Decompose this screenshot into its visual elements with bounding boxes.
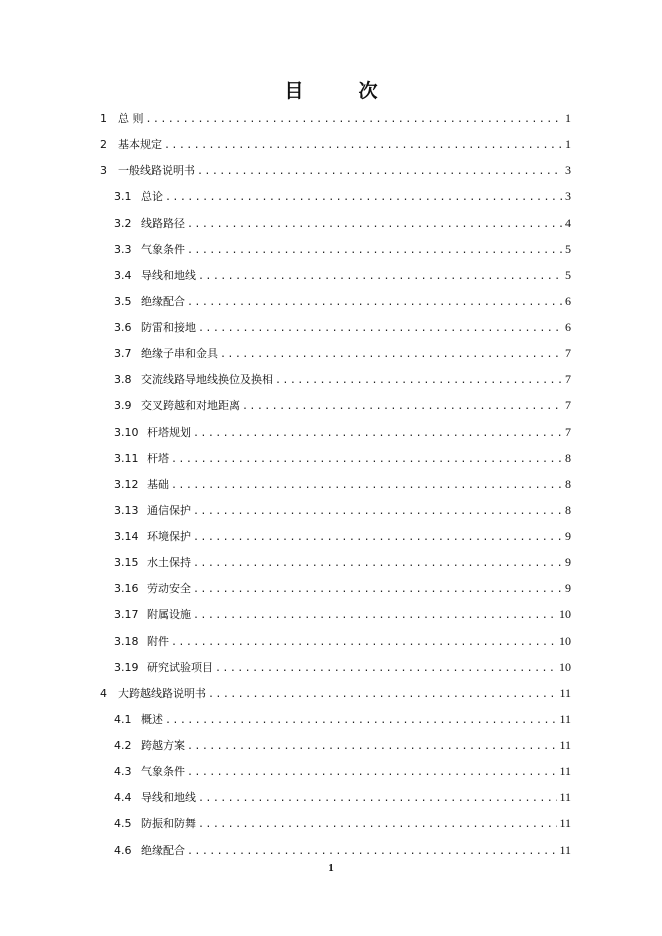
toc-entry-page: 9	[565, 581, 571, 596]
toc-entry-title: 跨越方案	[141, 739, 185, 752]
toc-entry[interactable]	[0, 522, 662, 548]
toc-entry[interactable]	[0, 496, 662, 522]
toc-entry-number: 3.18	[114, 634, 139, 648]
toc-leader-dots	[165, 191, 563, 205]
toc-entry-page: 11	[559, 738, 571, 752]
toc-entry[interactable]	[0, 444, 662, 470]
toc-leader-dots	[187, 766, 557, 780]
toc-entry-number: 3.15	[114, 556, 139, 570]
toc-entry-page: 8	[565, 450, 571, 465]
toc-leader-dots	[198, 792, 557, 806]
toc-entry-page: 10	[559, 659, 571, 674]
toc-entry-page: 11	[559, 685, 571, 700]
toc-leader-dots	[187, 218, 563, 232]
toc-leader-dots	[193, 427, 563, 441]
toc-entry[interactable]	[0, 287, 662, 313]
toc-entry-page: 4	[565, 215, 571, 230]
toc-entry[interactable]	[0, 705, 662, 731]
toc-entry-number: 4.2	[114, 739, 132, 752]
toc-entry-title: 大跨越线路说明书	[118, 686, 206, 700]
toc-entry-page: 1	[565, 137, 571, 152]
toc-entry-page: 9	[565, 529, 571, 543]
toc-leader-dots	[220, 348, 563, 362]
toc-entry[interactable]	[0, 339, 662, 365]
toc-entry[interactable]	[0, 574, 662, 600]
toc-entry-number: 3.11	[114, 451, 139, 465]
toc-entry[interactable]	[0, 391, 662, 417]
toc-entry-title: 绝缘配合	[141, 843, 185, 857]
toc-entry-number: 4.6	[114, 843, 132, 857]
toc-entry-title: 研究试验项目	[147, 660, 213, 674]
toc-leader-dots	[193, 583, 563, 597]
toc-leader-dots	[187, 845, 557, 859]
toc-leader-dots	[198, 818, 557, 832]
toc-entry-page: 9	[565, 555, 571, 570]
toc-entry[interactable]	[0, 209, 662, 235]
toc-entry-title: 附件	[147, 634, 169, 648]
toc-leader-dots	[171, 453, 563, 467]
toc-entry-title: 导线和地线	[141, 791, 196, 805]
toc-entry-page: 6	[565, 293, 571, 308]
toc-entry-title: 防雷和接地	[141, 321, 196, 334]
toc-entry[interactable]	[0, 783, 662, 809]
toc-entry[interactable]	[0, 130, 662, 156]
toc-entry[interactable]	[0, 809, 662, 835]
toc-entry-title: 劳动安全	[147, 582, 191, 596]
page-number: 1	[328, 862, 334, 874]
toc-entry-number: 3.5	[114, 294, 132, 308]
toc-entry-number: 3.1	[114, 190, 132, 204]
toc-leader-dots	[208, 688, 557, 702]
toc-leader-dots	[187, 296, 563, 310]
toc-leader-dots	[198, 322, 563, 336]
toc-entry-page: 7	[565, 346, 571, 361]
toc-entry-page: 10	[559, 607, 571, 622]
toc-entry[interactable]	[0, 836, 662, 862]
toc-entry[interactable]	[0, 104, 662, 130]
toc-entry-page: 11	[559, 842, 571, 857]
toc-entry[interactable]	[0, 235, 662, 261]
toc-entry[interactable]	[0, 156, 662, 182]
toc-entry-page: 11	[559, 790, 571, 805]
toc-entry-title: 水土保持	[147, 556, 191, 570]
toc-entry-title: 总论	[141, 190, 163, 204]
toc-entry[interactable]	[0, 418, 662, 444]
toc-entry-number: 3.4	[114, 268, 132, 282]
toc-entry-number: 3.3	[114, 242, 132, 256]
toc-entry-page: 7	[565, 424, 571, 439]
toc-entry-title: 气象条件	[141, 242, 185, 256]
toc-leader-dots	[193, 557, 563, 571]
toc-entry-title: 交流线路导地线换位及换相	[141, 373, 273, 387]
toc-entry-title: 线路路径	[141, 216, 185, 230]
toc-entry-number: 3.6	[114, 321, 132, 334]
toc-entry-page: 1	[565, 111, 571, 125]
toc-entry-title: 基础	[147, 477, 169, 491]
toc-entry-title: 杆塔	[147, 451, 169, 465]
toc-entry-number: 3.16	[114, 582, 139, 596]
toc-leader-dots	[171, 479, 563, 493]
toc-entry-page: 3	[565, 163, 571, 178]
toc-entry-number: 3.13	[114, 503, 139, 517]
toc-entry[interactable]	[0, 679, 662, 705]
toc-entry[interactable]	[0, 548, 662, 574]
toc-entry-number: 3.17	[114, 608, 139, 622]
toc-entry-title: 交叉跨越和对地距离	[141, 399, 240, 413]
toc-leader-dots	[215, 662, 557, 676]
toc-entry-title: 基本规定	[118, 138, 162, 152]
toc-leader-dots	[198, 270, 563, 284]
toc-entry[interactable]	[0, 627, 662, 653]
toc-entry[interactable]	[0, 731, 662, 757]
toc-leader-dots	[187, 740, 557, 754]
toc-entry-number: 4.3	[114, 765, 132, 779]
toc-entry-title: 一般线路说明书	[118, 164, 195, 178]
toc-entry[interactable]	[0, 653, 662, 679]
toc-entry[interactable]	[0, 757, 662, 783]
toc-entry-number: 3.2	[114, 216, 132, 230]
toc-entry[interactable]	[0, 470, 662, 496]
toc-entry-number: 1	[100, 112, 107, 125]
toc-entry-number: 4.5	[114, 817, 132, 831]
toc-entry-number: 2	[100, 138, 107, 152]
toc-entry-page: 11	[559, 711, 571, 726]
toc-entry-page: 7	[565, 372, 571, 387]
toc-entry[interactable]	[0, 313, 662, 339]
toc-leader-dots	[165, 714, 557, 728]
toc-entry-number: 3.9	[114, 399, 132, 413]
toc-entry-number: 3.19	[114, 660, 139, 674]
toc-entry-title: 总 则	[118, 112, 144, 125]
toc-entry-title: 导线和地线	[141, 268, 196, 282]
toc-entry[interactable]	[0, 182, 662, 208]
toc-leader-dots	[197, 165, 563, 179]
toc-entry[interactable]	[0, 261, 662, 287]
toc-entry-number: 3.10	[114, 425, 139, 439]
toc-leader-dots	[193, 531, 563, 545]
toc-entry[interactable]	[0, 600, 662, 626]
toc-leader-dots	[171, 636, 557, 650]
toc-entry-page: 8	[565, 476, 571, 491]
toc-leader-dots	[193, 505, 563, 519]
toc-entry-number: 3.12	[114, 477, 139, 491]
toc-leader-dots	[193, 609, 557, 623]
toc-leader-dots	[242, 400, 563, 414]
toc-entry-title: 防振和防舞	[141, 817, 196, 831]
toc-entry-number: 3.14	[114, 530, 139, 543]
toc-entry-title: 概述	[141, 712, 163, 726]
toc-entry-number: 3	[100, 164, 107, 178]
toc-entry-number: 4	[100, 686, 107, 700]
toc-leader-dots	[146, 113, 564, 127]
toc-entry-number: 4.4	[114, 791, 132, 805]
toc-entry-page: 11	[559, 764, 571, 779]
toc-leader-dots	[187, 244, 563, 258]
page-title: 目 次	[284, 80, 396, 102]
toc-leader-dots	[275, 374, 563, 388]
toc-entry-title: 杆塔规划	[147, 425, 191, 439]
toc-entry-page: 11	[559, 816, 571, 831]
toc-entry-title: 气象条件	[141, 765, 185, 779]
toc-leader-dots	[164, 139, 563, 153]
toc-entry-page: 6	[565, 320, 571, 334]
toc-entry-number: 3.7	[114, 347, 132, 361]
toc-entry-number: 3.8	[114, 373, 132, 387]
toc-entry-page: 3	[565, 189, 571, 204]
toc-entry-number: 4.1	[114, 712, 132, 726]
toc-entry-page: 10	[559, 633, 571, 648]
toc-entry-title: 绝缘子串和金具	[141, 347, 218, 361]
toc-entry-title: 附属设施	[147, 608, 191, 622]
toc-entry-title: 绝缘配合	[141, 294, 185, 308]
toc-entry-title: 环境保护	[147, 530, 191, 543]
toc-entry-title: 通信保护	[147, 503, 191, 517]
toc-entry-page: 5	[565, 241, 571, 256]
toc-entry[interactable]	[0, 365, 662, 391]
toc-entry-page: 5	[565, 267, 571, 282]
toc-entry-page: 7	[565, 398, 571, 413]
table-of-contents	[0, 104, 662, 862]
toc-entry-page: 8	[565, 502, 571, 517]
